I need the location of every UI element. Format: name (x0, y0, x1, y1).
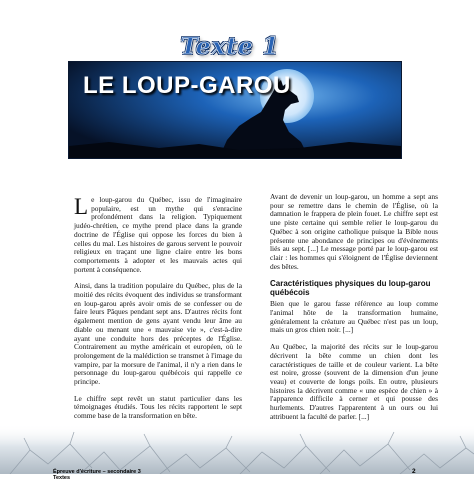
left-column (74, 196, 242, 429)
black-dog-paragraph: Bien que le garou fasse référence au loup comme l'animal hôte de la transformation humaine, généralement la créature au Québec n'est pas un loup, mais un gros chien noir. [...] (270, 299, 438, 335)
drop-cap: L (74, 194, 89, 219)
right-column (270, 193, 438, 429)
seven-paragraph: Le chiffre sept revêt un statut particulier dans les témoignages étudiés. Tous les récits rapportent le sept comme base de la transformation en bête. (74, 393, 242, 421)
section-subheading: Caractéristiques physiques du loup-garou québécois (270, 279, 431, 298)
page-number: 2 (412, 468, 416, 475)
footer-label (53, 469, 141, 481)
damnation-paragraph: Avant de devenir un loup-garou, un homme a sept ans pour se remettre dans le chemin de l'Église, où la damnation le frappera de plein fouet. Le chiffre sept est une piste certaine qui semble relier le loup-garou du Québec à son origine catholique puisque la Bible nous présente une abondance de principes ou d'événements liés au sept. [...] Le message porté par le loup-garou est clair : les hommes qui s'éloignent de l'Église deviennent des bêtes. (270, 192, 438, 271)
page (24, 0, 436, 474)
banner-title: LE LOUP-GAROU (83, 72, 291, 99)
intro-text: e loup-garou du Québec, issu de l'imaginaire populaire, est un mythe qui s'enracine profondément dans la religion. Typiquement judéo-chrétien, ce mythe prend place dans la grande doctrine de l'Église qui oppose les forces du bien à celles du mal. Les histoires de garous servent le pouvoir religieux en traçant une ligne claire entre les bons comportements à adopter et les mauvais actes qui portent à conséquence. (74, 195, 242, 274)
title-banner (68, 61, 402, 159)
frost-footer (0, 424, 474, 474)
page-heading: Texte 1 (180, 33, 280, 60)
footer-section: Textes (53, 475, 71, 481)
description-paragraph: Au Québec, la majorité des récits sur le loup-garou décrivent la bête comme un chien dont les caractéristiques de taille et de couleur varient. La bête est noire, grosse (souvent de la dimension d'un jeune veau) et couverte de longs poils. En outre, plusieurs histoires la décrivent comme « une espèce de chien » à l'apparence difficile à cerner et qui pousse des hurlements. D'autres l'apparentent à un ours ou lui attribuent la faculté de parler. [...] (270, 342, 438, 421)
footer-exam-title: Épreuve d'écriture – secondaire 3 (53, 469, 141, 475)
frost-texture (0, 424, 474, 474)
intro-paragraph (74, 196, 242, 274)
tradition-paragraph: Ainsi, dans la tradition populaire du Québec, plus de la moitié des récits évoquent des individus se transformant en loup-garou après avoir omis de se confesser ou de faire leurs Pâques pendant sept ans. D'autres récits font également mention de gens ayant vendu leur âme au diable ou menant une « mauvaise vie », c'est-à-dire ayant une conduite hors des préceptes de l'Église. Contrairement au mythe américain et européen, où le prolongement de la malédiction se transmet à l'image du vampire, par la morsure de l'animal, il n'y a rien dans le personnage du loup-garou québécois qui rappelle ce principe. (74, 281, 242, 387)
